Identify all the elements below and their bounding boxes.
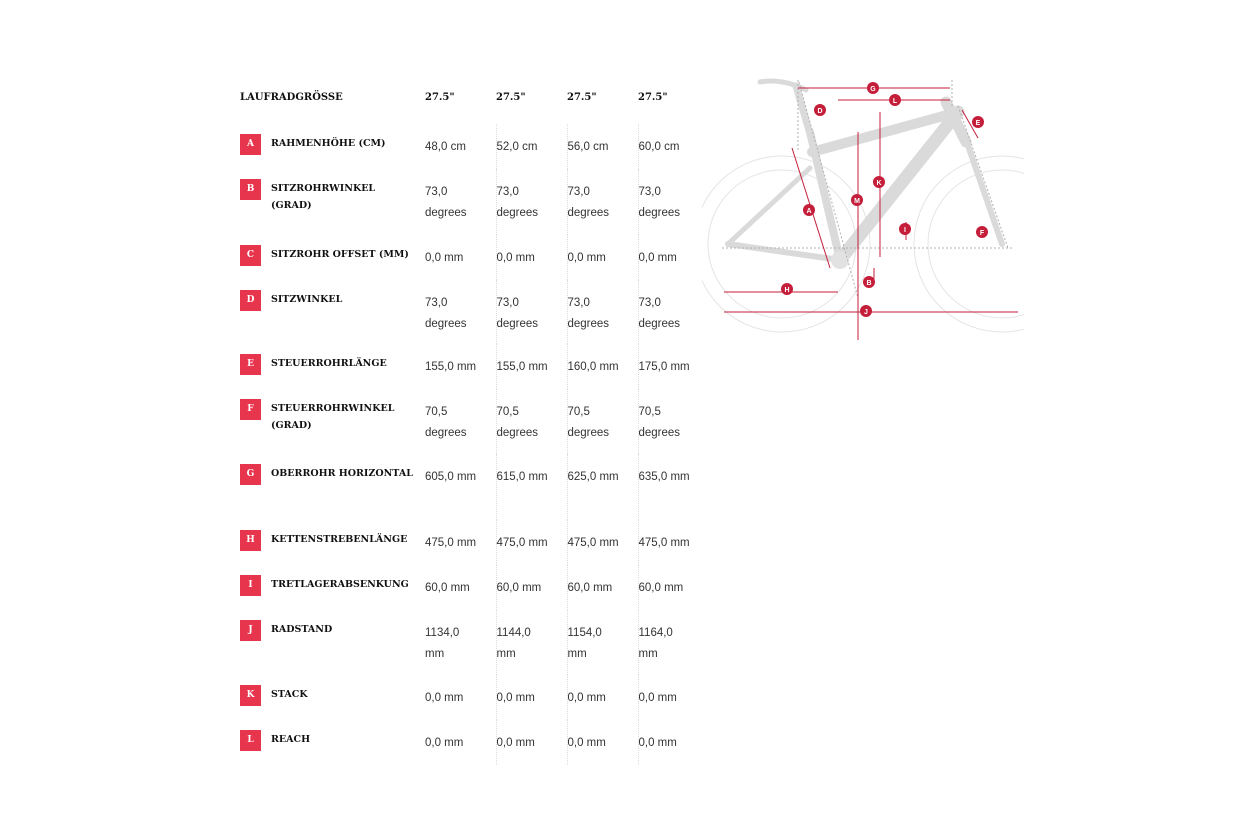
value-cell (638, 520, 709, 565)
row-value: 0,0 mm (496, 252, 535, 264)
label-cell (271, 610, 425, 675)
table-row (240, 169, 709, 235)
size-header: 27.5" (567, 92, 597, 103)
diagram-marker-label: M (854, 198, 860, 205)
row-value: 635,0 mm (638, 471, 690, 483)
row-label: STEUERROHRLÄNGE (271, 358, 387, 369)
diagram-svg (702, 72, 1024, 344)
row-value: 605,0 mm (425, 471, 477, 483)
table-row (240, 610, 709, 675)
value-cell (638, 610, 709, 675)
label-cell (271, 235, 425, 280)
table-row (240, 720, 709, 765)
value-cell (638, 344, 709, 389)
diagram-marker (860, 305, 872, 317)
diagram-marker-label: I (904, 227, 906, 234)
row-value: 615,0 mm (496, 471, 548, 483)
value-cell (496, 565, 567, 610)
diagram-marker (889, 94, 901, 106)
value-cell (567, 610, 638, 675)
row-value: 73,0 degrees (638, 297, 681, 330)
label-cell (271, 344, 425, 389)
value-cell (496, 389, 567, 454)
row-badge: K (240, 685, 261, 706)
row-value: 475,0 mm (425, 537, 477, 549)
row-badge: D (240, 290, 261, 311)
row-value: 70,5 degrees (638, 406, 681, 439)
row-label: STEUERROHRWINKEL (GRAD) (271, 403, 395, 431)
value-cell (425, 344, 496, 389)
value-cell (638, 169, 709, 235)
row-value: 0,0 mm (567, 252, 606, 264)
value-cell (567, 520, 638, 565)
diagram-marker-label: L (892, 98, 898, 105)
value-cell (638, 720, 709, 765)
value-cell (425, 675, 496, 720)
row-value: 475,0 mm (496, 537, 548, 549)
row-value: 60,0 mm (638, 582, 684, 594)
value-cell (496, 610, 567, 675)
value-cell (496, 169, 567, 235)
value-cell (425, 520, 496, 565)
diagram-marker (976, 226, 988, 238)
row-value: 1134,0 mm (425, 627, 460, 660)
value-cell (425, 389, 496, 454)
value-cell (425, 124, 496, 169)
diagram-marker-label: E (975, 120, 981, 127)
value-cell (638, 675, 709, 720)
row-label: REACH (271, 734, 311, 745)
diagram-marker-label: F (979, 230, 985, 237)
row-value: 73,0 degrees (425, 186, 467, 219)
table-body (240, 124, 709, 765)
row-value: 475,0 mm (638, 537, 690, 549)
row-value: 60,0 mm (425, 582, 470, 594)
value-cell (425, 169, 496, 235)
row-badge: I (240, 575, 261, 596)
row-badge: E (240, 354, 261, 375)
diagram-marker (803, 204, 815, 216)
row-badge: A (240, 134, 261, 155)
value-cell (425, 235, 496, 280)
row-badge: H (240, 530, 261, 551)
value-cell (496, 280, 567, 344)
row-value: 625,0 mm (567, 471, 619, 483)
row-value: 73,0 degrees (496, 186, 539, 219)
value-cell (425, 610, 496, 675)
value-cell (496, 124, 567, 169)
value-cell (638, 124, 709, 169)
badge-cell (240, 720, 271, 765)
value-cell (496, 520, 567, 565)
row-value: 60,0 mm (496, 582, 542, 594)
badge-cell (240, 565, 271, 610)
row-value: 73,0 degrees (496, 297, 539, 330)
table-row (240, 235, 709, 280)
diagram-marker (781, 283, 793, 295)
badge-cell (240, 124, 271, 169)
value-cell (425, 454, 496, 520)
diagram-marker-label: K (876, 180, 882, 187)
label-cell (271, 389, 425, 454)
row-value: 0,0 mm (425, 737, 464, 749)
row-value: 175,0 mm (638, 361, 690, 373)
size-header: 27.5" (425, 92, 455, 103)
value-cell (496, 235, 567, 280)
value-cell (496, 454, 567, 520)
row-value: 0,0 mm (496, 692, 535, 704)
row-value: 52,0 cm (496, 141, 538, 153)
table-row (240, 454, 709, 520)
row-value: 1164,0 mm (638, 627, 673, 660)
label-cell (271, 565, 425, 610)
size-header: 27.5" (496, 92, 526, 103)
row-label: SITZROHR OFFSET (MM) (271, 249, 409, 260)
row-value: 48,0 cm (425, 141, 466, 153)
value-cell (638, 235, 709, 280)
badge-cell (240, 280, 271, 344)
diagram-marker (899, 223, 911, 235)
row-value: 73,0 degrees (567, 186, 610, 219)
row-value: 56,0 cm (567, 141, 609, 153)
row-label: SITZROHRWINKEL (GRAD) (271, 183, 376, 211)
row-value: 60,0 mm (567, 582, 613, 594)
table-header (240, 80, 709, 124)
row-badge: F (240, 399, 261, 420)
row-value: 155,0 mm (425, 361, 477, 373)
row-value: 0,0 mm (567, 692, 606, 704)
row-value: 73,0 degrees (425, 297, 467, 330)
row-value: 73,0 degrees (638, 186, 681, 219)
label-cell (271, 720, 425, 765)
badge-cell (240, 520, 271, 565)
table-row (240, 675, 709, 720)
row-value: 0,0 mm (425, 252, 464, 264)
row-label: KETTENSTREBENLÄNGE (271, 534, 408, 545)
row-value: 1144,0 mm (496, 627, 531, 660)
table-row (240, 565, 709, 610)
value-cell (638, 280, 709, 344)
table-row (240, 124, 709, 169)
value-cell (496, 675, 567, 720)
badge-cell (240, 344, 271, 389)
value-cell (425, 565, 496, 610)
label-cell (271, 280, 425, 344)
value-cell (638, 565, 709, 610)
value-cell (567, 675, 638, 720)
diagram-marker (863, 276, 875, 288)
row-value: 70,5 degrees (567, 406, 610, 439)
value-cell (496, 720, 567, 765)
row-label: TRETLAGERABSENKUNG (271, 579, 409, 590)
label-cell (271, 520, 425, 565)
badge-cell (240, 454, 271, 520)
value-cell (567, 280, 638, 344)
row-label: OBERROHR HORIZONTAL (271, 468, 413, 479)
row-value: 0,0 mm (567, 737, 606, 749)
row-value: 70,5 degrees (496, 406, 539, 439)
row-label: RAHMENHÖHE (CM) (271, 138, 386, 149)
row-value: 73,0 degrees (567, 297, 610, 330)
label-cell (271, 169, 425, 235)
diagram-marker (972, 116, 984, 128)
diagram-marker-label: G (870, 86, 876, 93)
table-row (240, 389, 709, 454)
diagram-marker (867, 82, 879, 94)
row-value: 0,0 mm (638, 252, 677, 264)
label-cell (271, 124, 425, 169)
diagram-marker (873, 176, 885, 188)
value-cell (567, 565, 638, 610)
badge-cell (240, 389, 271, 454)
row-label: SITZWINKEL (271, 294, 343, 305)
diagram-marker-label: H (784, 287, 790, 294)
row-label: STACK (271, 689, 308, 700)
row-value: 60,0 cm (638, 141, 680, 153)
value-cell (567, 169, 638, 235)
row-value: 0,0 mm (425, 692, 464, 704)
row-badge: C (240, 245, 261, 266)
badge-cell (240, 610, 271, 675)
row-label: RADSTAND (271, 624, 333, 635)
geometry-table (240, 80, 709, 765)
row-value: 70,5 degrees (425, 406, 467, 439)
table-row (240, 344, 709, 389)
value-cell (567, 235, 638, 280)
diagram-marker-label: A (806, 208, 812, 215)
size-header: 27.5" (638, 92, 668, 103)
diagram-marker (851, 194, 863, 206)
row-value: 0,0 mm (638, 692, 677, 704)
badge-cell (240, 169, 271, 235)
row-value: 155,0 mm (496, 361, 548, 373)
value-cell (425, 280, 496, 344)
value-cell (567, 389, 638, 454)
value-cell (638, 389, 709, 454)
header-label: LAUFRADGRÖSSE (240, 92, 343, 103)
table-row (240, 280, 709, 344)
row-value: 0,0 mm (496, 737, 535, 749)
bike-geometry-diagram (702, 72, 1024, 344)
value-cell (425, 720, 496, 765)
row-value: 1154,0 mm (567, 627, 602, 660)
diagram-marker (814, 104, 826, 116)
row-badge: L (240, 730, 261, 751)
diagram-marker-label: D (817, 108, 823, 115)
value-cell (567, 344, 638, 389)
row-value: 160,0 mm (567, 361, 619, 373)
badge-cell (240, 675, 271, 720)
row-value: 475,0 mm (567, 537, 619, 549)
value-cell (567, 124, 638, 169)
table-row (240, 520, 709, 565)
diagram-marker-label: J (864, 309, 868, 316)
value-cell (567, 454, 638, 520)
row-badge: B (240, 179, 261, 200)
label-cell (271, 454, 425, 520)
diagram-marker-label: B (866, 280, 872, 287)
row-badge: J (240, 620, 261, 641)
badge-cell (240, 235, 271, 280)
row-value: 0,0 mm (638, 737, 677, 749)
value-cell (496, 344, 567, 389)
row-badge: G (240, 464, 261, 485)
value-cell (567, 720, 638, 765)
value-cell (638, 454, 709, 520)
label-cell (271, 675, 425, 720)
